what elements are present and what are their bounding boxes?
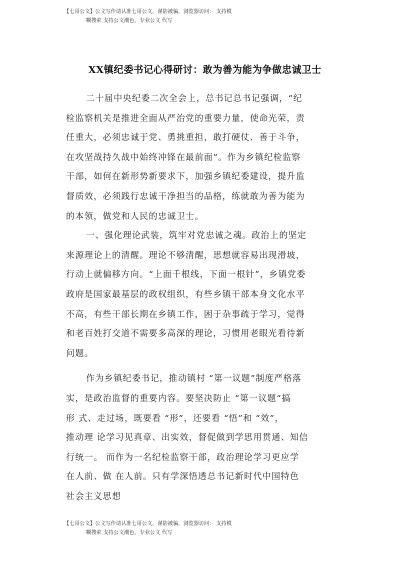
body-line: 来源理论上的清醒。理论不够清醒，思想就容易出现滑坡，	[66, 250, 306, 261]
footer-line-2: 糊搜索 支持公文潮色，专业公文 代写	[86, 530, 173, 536]
body-line: 和老百姓打交道不需要多高深的理论，习惯用老眼光看待新	[66, 329, 306, 340]
body-line: 的本领，做党和人民的忠诚卫士。	[66, 211, 204, 222]
body-line: 督质效，必须践行忠诚干净担当的品格，练就敢为善为能为	[66, 191, 306, 202]
body-line: 形 式、走过场，既要看 “形”，还要看 “悟”和 “效”，	[66, 413, 284, 424]
body-line: 推动理 论学习见真章、出实效，督促做到学思用贯通、知信	[66, 433, 309, 444]
body-line: 行统一。 而作为一名纪检监察干部，政治理论学习更应学	[66, 452, 300, 463]
body-line: 在人前、做 在人前。只有学深悟透总书记新时代中国特色	[66, 472, 300, 483]
body-line: 检监察机关是推进全面从严治党的重要力量，使命光荣，责	[66, 113, 306, 124]
document-body	[66, 90, 356, 507]
document-title: XX镇纪委书记心得研讨：敢为善为能为争做忠诚卫士	[88, 65, 322, 76]
footer-banner	[64, 520, 354, 538]
body-line: 任重大，必须忠诚于党、勇挑重担，敢打硬仗、善于斗争，	[66, 133, 306, 144]
header-line-2: 糊搜索 支持公文潮色，专业公文 代写	[86, 18, 173, 24]
header-line-1: 【七哥公文】公文写作请认准七哥公文，谨防被骗，浏览器访问： 支持模	[64, 9, 232, 15]
body-line: 社会主义思想	[66, 491, 122, 502]
body-line: 实，是政治监督的重要内容。要坚决防止 “第一议题”搞	[66, 393, 291, 404]
body-line: 政府是国家最基层的政权组织，有些乡镇干部本身文化水平	[66, 289, 306, 300]
body-line: 问题。	[66, 348, 94, 359]
footer-line-1: 【七哥公文】公文写作请认准七哥公文，谨防被骗，浏览器访问： 支持模	[64, 521, 232, 527]
header-banner	[64, 8, 354, 26]
body-line: 不高，有些干部长期在乡镇工作，困于杂事疏于学习，觉得	[66, 309, 306, 320]
body-line: 干部，如何在新形势新要求下，加强乡镇纪委建设，提升监	[66, 172, 306, 183]
body-line: 二十届中央纪委二次全会上，总书记总书记强调，“纪	[86, 94, 303, 104]
body-line: 一、强化理论武装，筑牢对党忠诚之魂。政治上的坚定	[86, 231, 307, 242]
body-line: 行动上就偏移方向。“上面千根线，下面一根针”，乡镇党委	[66, 270, 306, 281]
body-line: 在攻坚战持久战中始终冲锋在最前面”。作为乡镇纪检监察	[66, 152, 301, 163]
body-line: 作为乡镇纪委书记，推动镇村 “第一议题”制度严格落	[86, 374, 302, 385]
